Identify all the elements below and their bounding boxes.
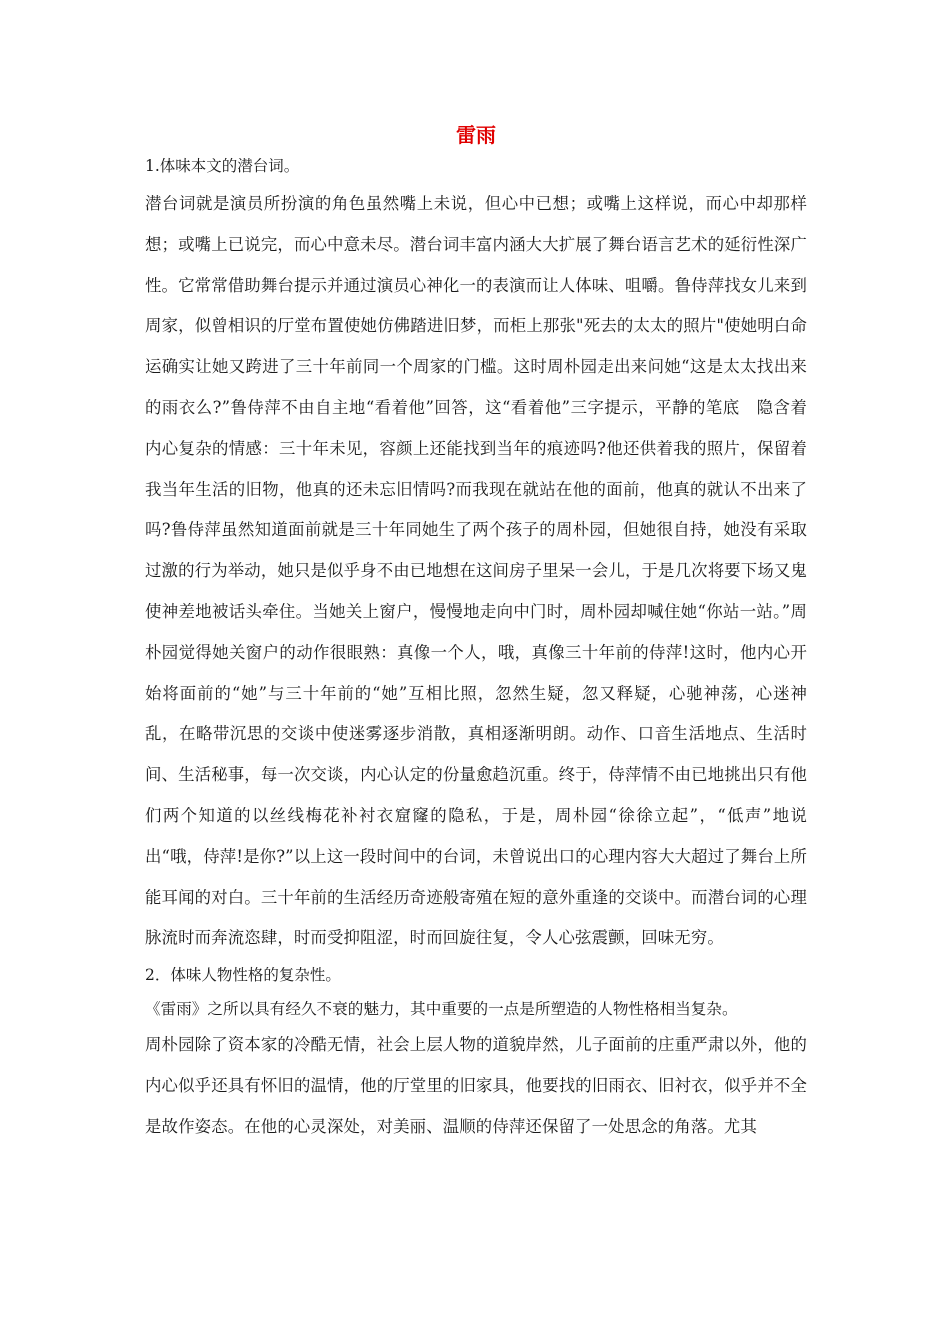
section-2-heading: 2．体味人物性格的复杂性。	[145, 966, 341, 985]
section-1-heading: 1.体味本文的潜台词。	[145, 157, 300, 175]
section-1-paragraph: 潜台词就是演员所扮演的角色虽然嘴上未说，但心中已想；或嘴上这样说，而心中却那样想；或嘴上已说完，而心中意未尽。潜台词丰富内涵大大扩展了舞台语言艺术的延衍性深广性。它常常借助舞台提示并通过演员心神化一的表演而让人体味、咀嚼。鲁侍萍找女儿来到周家，似曾相识的厅堂布置使她仿佛踏进旧梦，而柜上那张"死去的太太的照片"使她明白命运确实让她又跨进了三十年前同一个周家的门槛。这时周朴园走出来问她“这是太太找出来的雨衣么?”鲁侍萍不由自主地“看着他”回答，这“看着他”三字提示，平静的笔底 隐含着内心复杂的情感：三十年未见，容颜上还能找到当年的痕迹吗?他还供着我的照片，保留着我当年生活的旧物，他真的还未忘旧情吗?而我现在就站在他的面前，他真的就认不出来了吗?鲁侍萍虽然知道面前就是三十年同她生了两个孩子的周朴园，但她很自持，她没有采取过激的行为举动，她只是似乎身不由已地想在这间房子里呆一会儿，于是几次将要下场又鬼使神差地被话头牵住。当她关上窗户，慢慢地走向中门时，周朴园却喊住她“你站一站。”周朴园觉得她关窗户的动作很眼熟：真像一个人，哦，真像三十年前的侍萍!这时，他内心开始将面前的“她”与三十年前的“她”互相比照，忽然生疑，忽又释疑，心驰神荡，心迷神乱，在略带沉思的交谈中使迷雾逐步消散，真相逐渐明朗。动作、口音生活地点、生活时间、生活秘事，每一次交谈，内心认定的份量愈趋沉重。终于，侍萍情不由已地挑出只有他们两个知道的以丝线梅花补衬衣窟窿的隐私，于是，周朴园“徐徐立起”，“低声”地说出“哦，侍萍!是你?”以上这一段时间中的台词，未曾说出口的心理内容大大超过了舞台上所能耳闻的对白。三十年前的生活经历奇迹般寄殖在短的意外重逢的交谈中。而潜台词的心理脉流时而奔流恣肆，时而受抑阻涩，时而回旋往复，令人心弦震颤，回味无穷。	[145, 194, 807, 948]
section-2-intro: 《雷雨》之所以具有经久不衰的魅力，其中重要的一点是所塑造的人物性格相当复杂。	[145, 1000, 738, 1019]
document-title: 雷雨	[456, 123, 496, 147]
document-page	[145, 120, 807, 1148]
section-2-paragraph: 周朴园除了资本家的冷酷无情，社会上层人物的道貌岸然，儿子面前的庄重严肃以外，他的内心似乎还具有怀旧的温情，他的厅堂里的旧家具，他要找的旧雨衣、旧衬衣，似乎并不全是故作姿态。在他的心灵深处，对美丽、温顺的侍萍还保留了一处思念的角落。尤其	[145, 1035, 807, 1136]
